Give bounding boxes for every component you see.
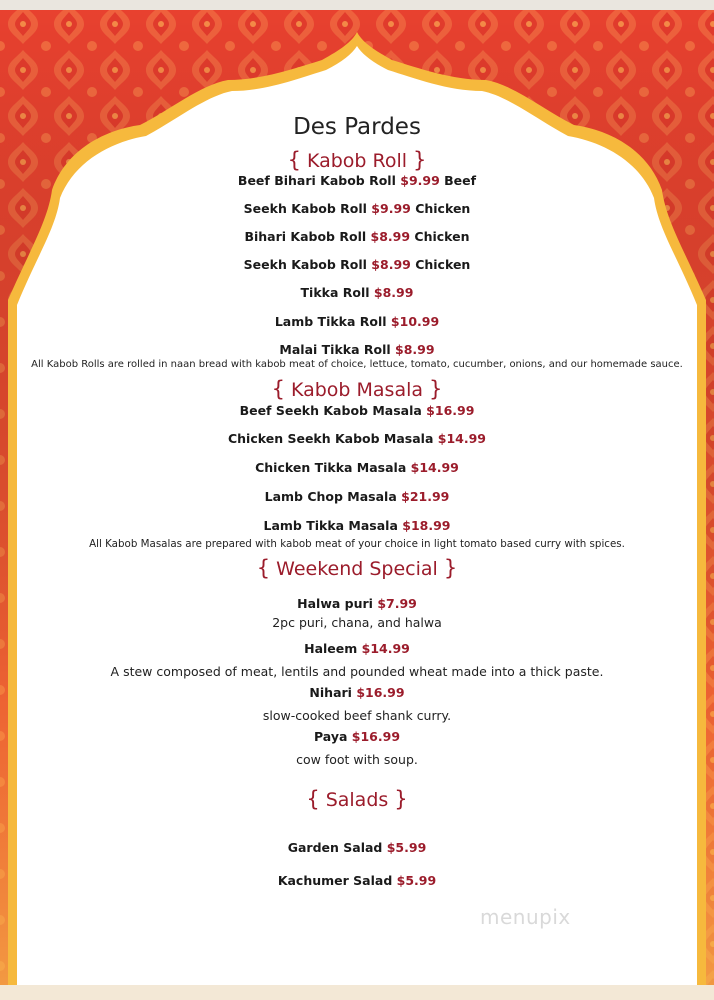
kabob-masala-note: All Kabob Masalas are prepared with kabob meat of your choice in light tomato based curry with spices. xyxy=(89,538,625,550)
menu-item: Lamb Tikka Roll $10.99 xyxy=(274,314,440,329)
menu-item: Lamb Chop Masala $21.99 xyxy=(264,489,450,504)
price: $8.99 xyxy=(370,229,411,244)
menu-item: Chicken Tikka Masala $14.99 xyxy=(255,460,459,475)
brace-close: } xyxy=(413,148,427,172)
price: $10.99 xyxy=(390,314,440,329)
menu-item: Bihari Kabob Roll $8.99 Chicken xyxy=(244,229,470,244)
section-heading-weekend-special xyxy=(0,556,714,580)
kabob-roll-note: All Kabob Rolls are rolled in naan bread with kabob meat of choice, lettuce, tomato, cucumber, onions, and our homemade sauce. xyxy=(31,359,683,370)
menu-item: Beef Seekh Kabob Masala $16.99 xyxy=(239,403,475,418)
price: $7.99 xyxy=(377,596,417,611)
section-heading-salads xyxy=(0,787,714,811)
menu-item: Kachumer Salad $5.99 xyxy=(277,873,437,888)
price: $9.99 xyxy=(371,201,411,216)
menu-item: Garden Salad $5.99 xyxy=(287,840,427,855)
price: $5.99 xyxy=(386,840,427,855)
price: $21.99 xyxy=(401,489,450,504)
price: $16.99 xyxy=(356,685,405,700)
price: $14.99 xyxy=(410,460,459,475)
kabob-masala-heading-text: Kabob Masala xyxy=(290,379,424,401)
menu-item: Nihari $16.99 xyxy=(309,685,405,700)
restaurant-title: Des Pardes xyxy=(293,114,421,140)
price: $16.99 xyxy=(351,729,401,744)
menu-item: Seekh Kabob Roll $9.99 Chicken xyxy=(243,201,471,216)
menu-item: Seekh Kabob Roll $8.99 Chicken xyxy=(243,257,471,272)
brace-close: } xyxy=(429,377,443,401)
weekend-special-heading-text: Weekend Special xyxy=(276,558,438,580)
price: $18.99 xyxy=(402,518,451,533)
menu-item: Lamb Tikka Masala $18.99 xyxy=(263,518,451,533)
menu-item: Paya $16.99 xyxy=(313,729,401,744)
brace-open: { xyxy=(287,148,301,172)
section-heading-kabob-masala xyxy=(0,377,714,401)
kabob-roll-heading-text: Kabob Roll xyxy=(306,150,408,172)
section-heading-kabob-roll xyxy=(0,148,714,172)
menu-item: Tikka Roll $8.99 xyxy=(300,285,414,300)
menu-item: Chicken Seekh Kabob Masala $14.99 xyxy=(227,431,487,446)
item-description: slow-cooked beef shank curry. xyxy=(262,708,452,723)
item-description: cow foot with soup. xyxy=(296,752,418,767)
item-description: 2pc puri, chana, and halwa xyxy=(272,615,442,630)
price: $14.99 xyxy=(437,431,487,446)
brace-open: { xyxy=(271,377,285,401)
price: $16.99 xyxy=(426,403,475,418)
menupix-watermark: menupix xyxy=(480,905,571,929)
menu-item: Haleem $14.99 xyxy=(304,641,410,656)
salads-heading-text: Salads xyxy=(325,789,389,811)
price: $5.99 xyxy=(396,873,437,888)
price: $8.99 xyxy=(373,285,414,300)
item-description: A stew composed of meat, lentils and pounded wheat made into a thick paste. xyxy=(110,664,604,679)
brace-open: { xyxy=(256,556,271,580)
price: $9.99 xyxy=(400,173,440,188)
menu-item: Halwa puri $7.99 xyxy=(297,596,417,611)
price: $14.99 xyxy=(361,641,410,656)
brace-close: } xyxy=(443,556,458,580)
menu-item: Beef Bihari Kabob Roll $9.99 Beef xyxy=(237,173,477,188)
brace-close: } xyxy=(394,787,408,811)
menu-item: Malai Tikka Roll $8.99 xyxy=(279,342,435,357)
price: $8.99 xyxy=(371,257,411,272)
brace-open: { xyxy=(306,787,320,811)
price: $8.99 xyxy=(395,342,435,357)
